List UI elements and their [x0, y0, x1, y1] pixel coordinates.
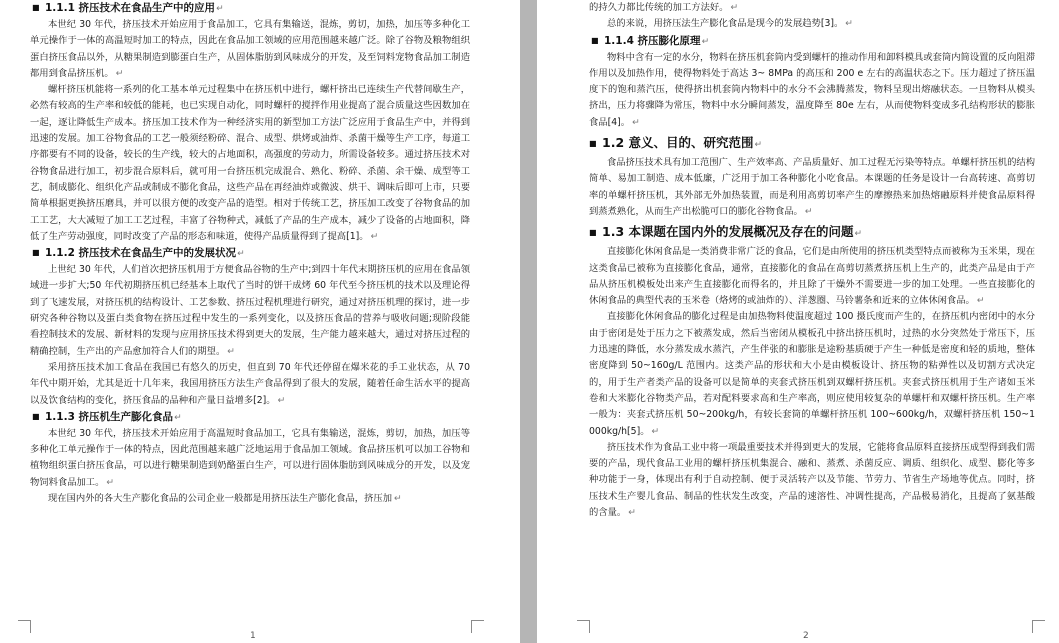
paragraph-text: 本世纪 30 年代，挤压技术开始应用于高温短时食品加工，它具有集输送，混炼，剪切，加热，加压等多种化工单元操作于一体的特点，因此范围越来越广泛地运用于食品加工领域。食品挤压机可以加工谷物和植物组织蛋白挤压食品，可以进行糖果制造到奶酪蛋白生产，可以进行固体脂肪到风味成分的开发，以及宠物饲料食品加工。 — [30, 427, 470, 488]
heading-text: 1.1.1 挤压技术在食品生产中的应用 — [45, 2, 216, 14]
subsection-heading — [30, 409, 470, 426]
paragraph-text: 采用挤压技术加工食品在我国已有悠久的历史，但直到 70 年代还停留在爆米花的手工业状态，从 70 年代中期开始，尤其是近十几年来，我国用挤压方法生产食品得到了很大的发展，随着任命生活水平的提高以及饮食结构的变化，挤压食品的品种和产量日益增多[2]。 — [30, 361, 470, 406]
paragraph — [30, 426, 470, 491]
subsection-heading — [589, 33, 1035, 50]
paragraph-text: 直接膨化休闲食品是一类消费非常广泛的食品，它们是由所使用的挤压机类型特点而被称为玉米果，现在这类食品已被称为直接膨化食品，通常，直接膨化的食品在高剪切蒸煮挤压机上生产的，此类产品是由于产品从挤压机模板处出来产生直接膨化而得名的，并且除了干燥外不需要进一步的加工处理。一些直接膨化的休闲食品的典型代表的玉米卷（烙烤的或油炸的）、洋葱圈、马铃薯条和近来的立体休闲食品。 — [589, 246, 1035, 307]
paragraph-text: 本世纪 30 年代，挤压技术开始应用于食品加工，它具有集输送，混炼，剪切，加热，加压等多种化工单元操作于一体的高温短时加工的特点，因此在食品加工领域的应用范围越来越广泛。除了谷物及粮物组织蛋白挤压食品以外，从糖果制造到膨蛋白生产，从固体脂肪到风味成分的开发，及至饲料宠物食品加工制造都用到食品挤压机。 — [30, 19, 470, 79]
paragraph-text: 物料中含有一定的水分，物料在挤压机套筒内受到螺杆的推动作用和卸料模具或套筒内简设置的反向阻滞作用以及加热作用，使得物料处于高达 3~ 8MPa 的高压和 200 e 左右的高温状态之下。压力超过了挤压温度下的饱和蒸汽压，使得挤出机套筒内物料中的水分不会沸腾蒸发，物料呈现出熔融状态。一旦物料从模头挤出，压力将骤降为常压，物料中水分瞬间蒸发，温度降至 80e 左右，从而使物料变成多孔结构形状的膨胀食品[4]。 — [589, 51, 1035, 128]
paragraph-text: 的持久力都比传统的加工方法好。 — [589, 2, 729, 13]
paragraph-text: 现在国内外的各大生产膨化食品的公司企业一般都是用挤压法生产膨化食品，挤压加 — [48, 493, 392, 505]
paragraph-mark-icon: ↵ — [730, 2, 739, 13]
paragraph-text: 挤压技术作为食品工业中将一项最重要技术并得到更大的发展，它能将食品原料直接挤压成型得到我们需要的产品，现代食品工业用的螺杆挤压机集混合、融和、蒸煮、杀菌反应、调质、组织化、成型、膨化等多种功能于一身，体现出有利于自动控制、便于灵活转产以及节能、节劳力、节省生产场地等优点。同时，挤压技术生产婴儿食品、制品的性状发生改变，产品的速溶性、冲调性提高，产品极易消化，且提高了氨基酸的含量。 — [589, 441, 1035, 519]
document-page-left — [0, 0, 520, 643]
page-gap — [520, 0, 537, 643]
paragraph-text: 上世纪 30 年代，人们首次把挤压机用于方便食品谷物的生产中;到四十年代末期挤压机的应用在食品领域进一步扩大;50 年代初期挤压机已经基本上取代了当时的饼干成烤 60 年代至今挤压机的技术以及理论得到了飞速发展，对挤压机的结构设计、工艺参数、挤压过程机理进行研究，通过对挤压机理的探讨，进一步研究各种谷物以及蛋白类食物在挤压过程中发生的一系列变化，以及挤压食品的营养与吸收问题;现阶段能看控制技术的发展、新材料的发现与应用挤压技术得到更大的发展，生产能力越来越大，通过对挤压过程的精确控制，生产出的产品愈加符合人们的期望。 — [30, 264, 470, 357]
subsection-heading — [30, 0, 470, 17]
paragraph-mark-icon: ↵ — [754, 140, 763, 151]
list-bullet-icon: ■ — [32, 3, 40, 12]
page-number: 2 — [803, 631, 809, 641]
paragraph-mark-icon: ↵ — [976, 295, 985, 307]
paragraph-text: 总的来说，用挤压法生产膨化食品是现今的发展趋势[3]。 — [607, 18, 844, 30]
paragraph — [589, 50, 1035, 131]
paragraph — [589, 309, 1035, 439]
list-bullet-icon: ■ — [32, 411, 40, 421]
paragraph-mark-icon: ↵ — [106, 476, 115, 488]
paragraph-mark-icon: ↵ — [804, 205, 813, 217]
paragraph — [589, 155, 1035, 220]
paragraph-mark-icon: ↵ — [237, 249, 245, 260]
paragraph — [589, 244, 1035, 309]
list-bullet-icon: ■ — [589, 228, 597, 238]
paragraph — [589, 440, 1035, 521]
paragraph-mark-icon: ↵ — [394, 493, 402, 505]
corner-crop-mark — [577, 620, 590, 633]
paragraph-mark-icon: ↵ — [227, 345, 236, 357]
page-body-left — [30, 0, 470, 507]
paragraph-mark-icon: ↵ — [854, 229, 863, 240]
paragraph — [30, 82, 470, 245]
section-heading — [589, 223, 1035, 243]
paragraph-mark-icon: ↵ — [628, 507, 636, 519]
subsection-heading — [30, 245, 470, 262]
paragraph-mark-icon: ↵ — [115, 67, 124, 79]
paragraph — [30, 360, 470, 409]
list-bullet-icon: ■ — [591, 35, 599, 45]
paragraph-mark-icon: ↵ — [651, 425, 660, 437]
paragraph-mark-icon: ↵ — [277, 394, 286, 406]
paragraph-mark-icon: ↵ — [701, 36, 710, 47]
paragraph — [30, 262, 470, 360]
heading-text: 1.1.3 挤压机生产膨化食品 — [45, 410, 174, 423]
document-page-right — [537, 0, 1059, 643]
list-bullet-icon: ■ — [589, 139, 597, 149]
corner-crop-mark — [1032, 620, 1045, 633]
page-number: 1 — [250, 631, 256, 641]
section-heading — [589, 134, 1035, 154]
heading-text: 1.2 意义、目的、研究范围 — [602, 135, 754, 151]
paragraph-mark-icon: ↵ — [845, 18, 854, 30]
heading-text: 1.3 本课题在国内外的发展概况及存在的问题 — [602, 224, 854, 240]
paragraph — [589, 0, 1035, 16]
paragraph — [589, 16, 1035, 32]
paragraph-text: 食品挤压技术具有加工范围广、生产效率高、产品质量好、加工过程无污染等特点。单螺杆挤压机的结构简单、易加工制造、成本低廉，广泛用于加工各种膨化小吃食品。本课题的任务是设计一台高转速、高剪切率的单螺杆挤压机，其外部无外加热装置，而是利用高剪切率产生的摩擦热来加热熔融原料并使食品原料得到蒸煮熟化，从而生产出松脆可口的膨化谷物食品。 — [589, 157, 1035, 217]
corner-crop-mark — [471, 620, 484, 633]
paragraph-mark-icon: ↵ — [174, 412, 182, 423]
paragraph-text: 螺杆挤压机能将一系列的化工基本单元过程集中在挤压机中进行，螺杆挤出已连续生产代替间歇生产，必然有较高的生产率和较低的能耗，也已实现自动化，同时螺杆的搅拌作用业提高了混合质量这些因数加在一起，逐让降低生产成本。挤压加工技术作为一种经济实用的新型加工方法广泛应用于食品生产中，并得到迅速的发展。加工谷物食品的工艺一般须经粉碎、混合、成型、烘烤或油炸、杀菌干燥等生产工序，每道工序都要有不同的设备，较长的生产线，较大的占地面积，高强度的劳动力，所需设备较多。通过挤压技术对谷物食品进行加工，初步混合原料后，就可用一台挤压机完成混合、熟化、粉碎、杀菌、余干燥、成型等工艺，制成膨化、组织化产品或制成不膨化食品，这些产品在再经油炸或微波、烘干、调味后即可上市，只要简单根据更换挤压磨具，并可以很方便的改变产品的造型。相对于传统工艺，挤压加工改变了谷物食品的加工工艺，大大减短了加工工艺过程，丰富了谷物种式，减低了产品的生产成本，减少了设备的占地面积，降低了生产劳动强度，同时改变了产品的形态和味道，使得产品质量得到了提高[1]。 — [30, 84, 470, 242]
page-body-right — [589, 0, 1035, 521]
paragraph-text: 直接膨化休闲食品的膨化过程是由加热物料使温度超过 100 摄氏度而产生的，在挤压机内密闭中的水分由于密闭是处于压力之下被蒸发成，然后当密闭从模板孔中挤出挤压机时，过热的水分突然处于常压下，压力迅速的降低，水分蒸发成水蒸汽，产生伴张的和膨胀是途粉基质硬于产生一种低是密度和轻的质地，整体密度降到 50~160g/L 范围内。这类产品的形状和大小是由模板设计、挤压物的粘弹性以及切割方式决定的，用于生产者类产品的设备可以是简单的夹套式挤压机到双螺杆挤压机。夹套式挤压机用于生产诸如玉米卷和大米膨化谷物类产品，若对配料要求高和生产率高，则应使用较复杂的单螺杆和双螺杆挤压机。生产率一般为：夹套式挤压机 50~200kg/h，有较长套筒的单螺杆挤压机 100~600kg/h，双螺杆挤压机 150~1000kg/h[5]。 — [589, 311, 1035, 437]
paragraph — [30, 17, 470, 82]
heading-text: 1.1.2 挤压技术在食品生产中的发展状况 — [45, 247, 237, 260]
corner-crop-mark — [18, 620, 31, 633]
list-bullet-icon: ■ — [32, 248, 40, 258]
paragraph — [30, 491, 470, 507]
paragraph-mark-icon: ↵ — [216, 4, 224, 14]
paragraph-mark-icon: ↵ — [370, 230, 379, 242]
heading-text: 1.1.4 挤压膨化原理 — [604, 34, 701, 47]
paragraph-mark-icon: ↵ — [632, 116, 640, 128]
